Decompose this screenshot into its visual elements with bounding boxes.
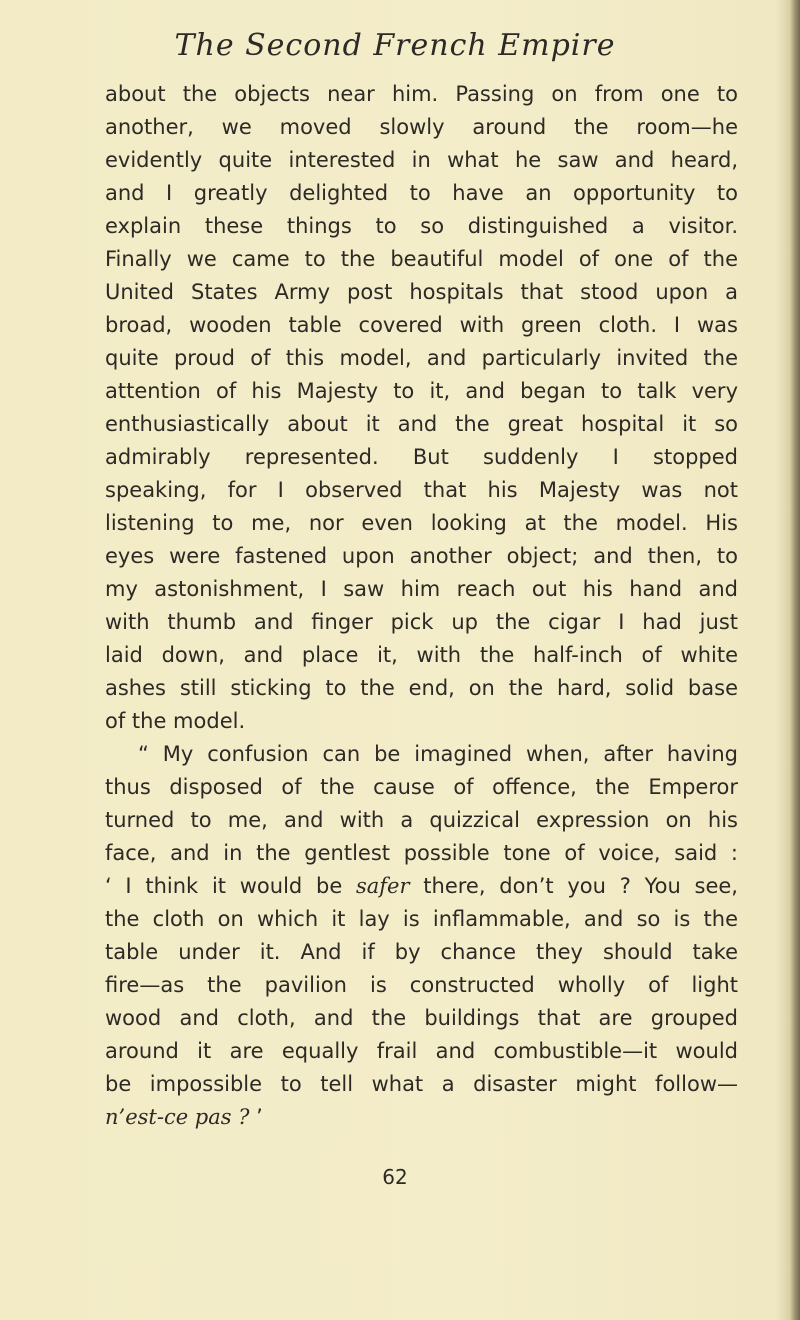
text-line: enthusiastically about it and the great hospital it so	[105, 412, 738, 436]
text-line: attention of his Majesty to it, and began to talk very	[105, 379, 738, 403]
text-line: eyes were fastened upon another object; and then, to	[105, 544, 738, 568]
text-line: Finally we came to the beautiful model of one of the	[105, 247, 738, 271]
text-line: fire—as the pavilion is constructed wholly of light	[105, 973, 738, 997]
text-line: face, and in the gentlest possible tone of voice, said :	[105, 841, 738, 865]
text-line: listening to me, nor even looking at the model. His	[105, 511, 738, 535]
text-line	[105, 1101, 738, 1134]
italic-phrase: n’est-ce pas ?	[105, 1105, 250, 1129]
text-fragment: there, don’t you ? You see,	[409, 874, 738, 898]
text-line: another, we moved slowly around the room—he	[105, 115, 738, 139]
italic-word: safer	[355, 874, 410, 898]
text-line: wood and cloth, and the buildings that are grouped	[105, 1006, 738, 1030]
page-edge	[790, 0, 800, 1320]
text-line: be impossible to tell what a disaster might follow—	[105, 1072, 738, 1096]
text-line: explain these things to so distinguished a visitor.	[105, 214, 738, 238]
text-line: admirably represented. But suddenly I stopped	[105, 445, 738, 469]
text-line: speaking, for I observed that his Majesty was not	[105, 478, 738, 502]
body-text	[105, 78, 738, 1134]
text-line: thus disposed of the cause of offence, the Emperor	[105, 775, 738, 799]
page-number: 62	[382, 1165, 408, 1189]
running-head: The Second French Empire	[174, 28, 616, 63]
text-line: my astonishment, I saw him reach out his hand and	[105, 577, 738, 601]
text-line: around it are equally frail and combustible—it would	[105, 1039, 738, 1063]
text-line: the cloth on which it lay is inflammable, and so is the	[105, 907, 738, 931]
text-line: laid down, and place it, with the half-inch of white	[105, 643, 738, 667]
text-line: turned to me, and with a quizzical expression on his	[105, 808, 738, 832]
text-line: ashes still sticking to the end, on the hard, solid base	[105, 676, 738, 700]
text-line	[105, 870, 738, 903]
text-line: and I greatly delighted to have an opportunity to	[105, 181, 738, 205]
text-fragment: ’	[249, 1105, 263, 1129]
text-fragment: ‘ I think it would be	[105, 874, 356, 898]
text-line: “ My confusion can be imagined when, after having	[138, 742, 738, 766]
text-line: quite proud of this model, and particularly invited the	[105, 346, 738, 370]
text-line: evidently quite interested in what he saw and heard,	[105, 148, 738, 172]
text-line: about the objects near him. Passing on from one to	[105, 82, 738, 106]
text-line: broad, wooden table covered with green cloth. I was	[105, 313, 738, 337]
text-line: with thumb and finger pick up the cigar I had just	[105, 610, 738, 634]
text-line: table under it. And if by chance they should take	[105, 940, 738, 964]
text-line: United States Army post hospitals that stood upon a	[105, 280, 738, 304]
text-line: of the model.	[105, 709, 246, 733]
